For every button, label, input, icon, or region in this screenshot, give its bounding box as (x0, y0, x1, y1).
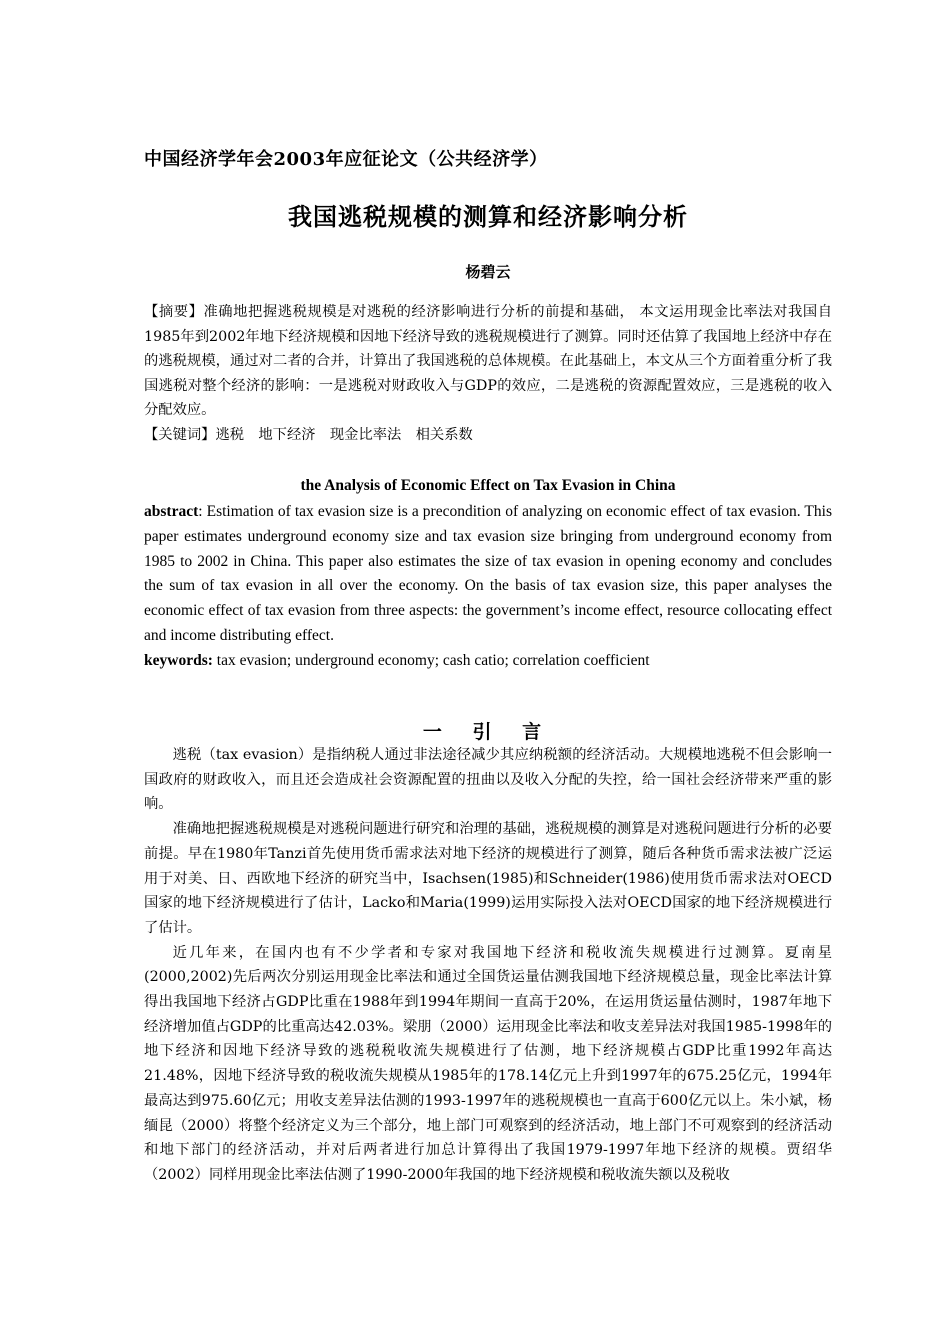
english-title: the Analysis of Economic Effect on Tax Evasion in China (300, 477, 676, 494)
author-name: 杨碧云 (465, 263, 511, 281)
english-abstract (144, 500, 832, 674)
english-abstract-text: : Estimation of tax evasion size is a precondition of analyzing on economic effect of tax evasion. This paper estimates underground economy size and tax evasion size bringing from underground economy from 1985 to 2002 in China. This paper also estimates the size of tax evasion in opening economy and concludes the sum of tax evasion in all over the economy. On the basis of tax evasion size, this paper analyses the economic effect of tax evasion from three aspects: the government’s income effect, resource collocating effect and income distributing effect. (144, 503, 832, 644)
section-heading-introduction: 一 引 言 (422, 721, 554, 743)
english-abstract-label: abstract (144, 503, 199, 520)
keywords-text: 逃税 地下经济 现金比率法 相关系数 (215, 426, 473, 443)
english-keywords (144, 649, 832, 674)
english-keywords-label: keywords: (144, 651, 213, 669)
abstract-text: 准确地把握逃税规模是对逃税的经济影响进行分析的前提和基础， 本文运用现金比率法对我国自1985年到2002年地下经济规模和因地下经济导致的逃税规模进行了测算。同时还估算了我国地上经济中存在的逃税规模，通过对二者的合并，计算出了我国逃税的总体规模。在此基础上，本文从三个方面着重分析了我国逃税对整个经济的影响：一是逃税对财政收入与GDP的效应，二是逃税的资源配置效应，三是逃税的收入分配效应。 (144, 304, 832, 419)
body-paragraph: 准确地把握逃税规模是对逃税问题进行研究和治理的基础，逃税规模的测算是对逃税问题进行分析的必要前提。早在1980年Tanzi首先使用货币需求法对地下经济的规模进行了测算，随后各种货币需求法被广泛运用于对美、日、西欧地下经济的研究当中，Isachsen(1985)和Schneider(1986)使用货币需求法对OECD国家的地下经济规模进行了估计，Lacko和Maria(1999)运用实际投入法对OECD国家的地下经济规模进行了估计。 (144, 821, 832, 936)
english-abstract-paragraph (144, 500, 832, 649)
body-paragraph: 近几年来，在国内也有不少学者和专家对我国地下经济和税收流失规模进行过测算。夏南星(2000,2002)先后两次分别运用现金比率法和通过全国货运量估测我国地下经济规模总量，现金比率法计算得出我国地下经济占GDP比重在1988年到1994年期间一直高于20%，在运用货运量估测时，1987年地下经济增加值占GDP的比重高达42.03%。梁朋（2000）运用现金比率法和收支差异法对我国1985-1998年的地下经济和因地下经济导致的逃税税收流失规模进行了估测，地下经济规模占GDP比重1992年高达21.48%，因地下经济导致的税收流失规模从1985年的178.14亿元上升到1997年的675.25亿元，1994年最高达到975.60亿元；用收支差异法估测的1993-1997年的逃税规模也一直高于600亿元以上。朱小斌，杨缅昆（2000）将整个经济定义为三个部分，地上部门可观察到的经济活动，地上部门不可观察到的经济活动和地下部门的经济活动，并对后两者进行加总计算得出了我国1979-1997年地下经济的规模。贾绍华（2002）同样用现金比率法估测了1990-2000年我国的地下经济规模和税收流失额以及税收 (144, 944, 832, 1183)
abstract-label: 【摘要】 (144, 304, 204, 320)
paper-title: 我国逃税规模的测算和经济影响分析 (288, 202, 688, 231)
section-body (144, 743, 832, 1188)
chinese-abstract-paragraph (144, 300, 832, 423)
keywords-label: 【关键词】 (144, 426, 216, 443)
english-keywords-text: tax evasion; underground economy; cash catio; correlation coefficient (212, 651, 650, 669)
chinese-keywords (144, 423, 832, 448)
conference-header: 中国经济学年会2003年应征论文（公共经济学） (144, 149, 548, 170)
chinese-abstract (144, 300, 832, 448)
body-paragraph: 逃税（tax evasion）是指纳税人通过非法途径减少其应纳税额的经济活动。大规模地逃税不但会影响一国政府的财政收入，而且还会造成社会资源配置的扭曲以及收入分配的失控，给一国社会经济带来严重的影响。 (144, 747, 832, 813)
